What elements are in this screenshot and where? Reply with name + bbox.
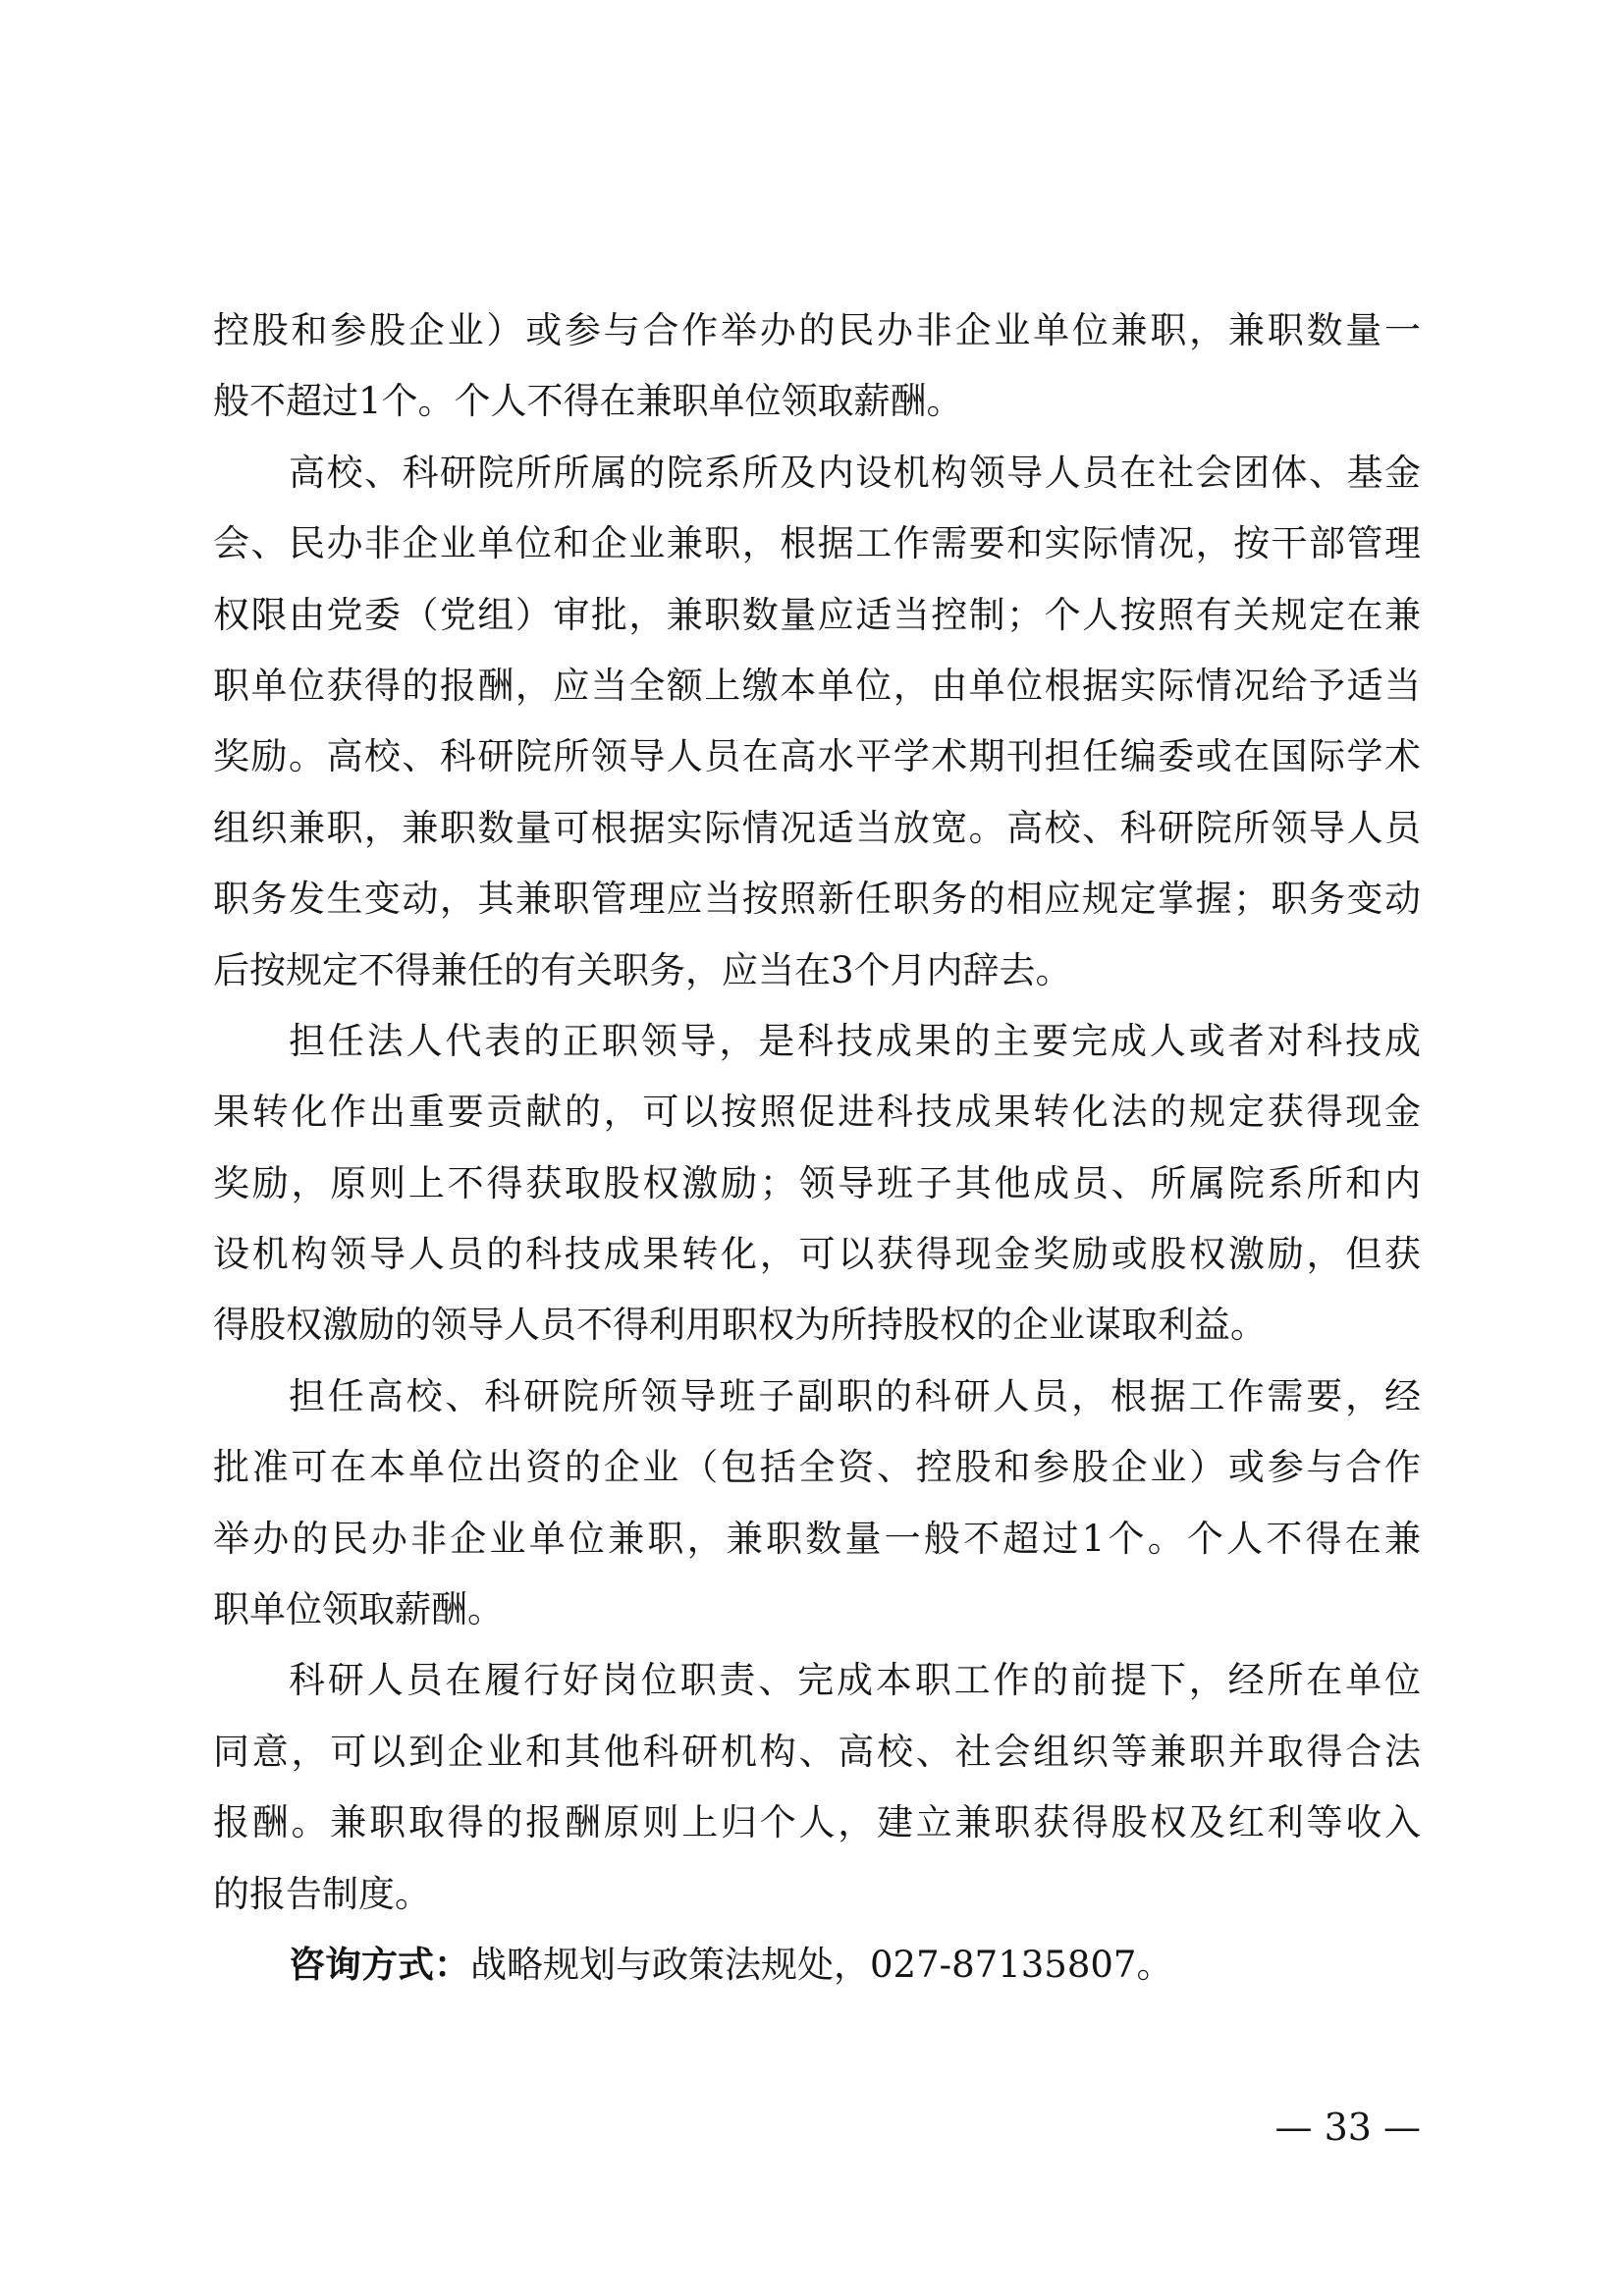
paragraph-line: 奖励。高校、科研院所领导人员在高水平学术期刊担任编委或在国际学术 <box>213 735 1421 778</box>
page-number: — 33 — <box>1274 2106 1421 2149</box>
paragraph-line: 批准可在本单位出资的企业（包括全资、控股和参股企业）或参与合作 <box>213 1446 1421 1489</box>
paragraph-leader-part-time <box>213 438 1421 1006</box>
paragraph-researchers <box>213 1645 1421 1930</box>
paragraph-line: 会、民办非企业单位和企业兼职，根据工作需要和实际情况，按干部管理 <box>213 522 1421 565</box>
paragraph-line: 职务发生变动，其兼职管理应当按照新任职务的相应规定掌握；职务变动 <box>213 878 1421 921</box>
paragraph-line: 奖励，原则上不得获取股权激励；领导班子其他成员、所属院系所和内 <box>213 1161 1421 1204</box>
paragraph-line: 举办的民办非企业单位兼职，兼职数量一般不超过1个。个人不得在兼 <box>213 1517 1421 1560</box>
paragraph-line: 报酬。兼职取得的报酬原则上归个人，建立兼职获得股权及红利等收入 <box>213 1801 1421 1844</box>
paragraph-line: 后按规定不得兼任的有关职务，应当在3个月内辞去。 <box>213 948 1072 991</box>
paragraph-line: 果转化作出重要贡献的，可以按照促进科技成果转化法的规定获得现金 <box>213 1091 1421 1134</box>
paragraph-line: 科研人员在履行好岗位职责、完成本职工作的前提下，经所在单位 <box>289 1659 1421 1702</box>
paragraph-line: 同意，可以到企业和其他科研机构、高校、社会组织等兼职并取得合法 <box>213 1730 1421 1773</box>
contact-label: 咨询方式： <box>289 1943 470 1986</box>
paragraph-line: 权限由党委（党组）审批，兼职数量应适当控制；个人按照有关规定在兼 <box>213 593 1421 636</box>
paragraph-continued <box>213 295 1421 438</box>
paragraph-deputy-leaders <box>213 1362 1421 1646</box>
paragraph-line: 般不超过1个。个人不得在兼职单位领取薪酬。 <box>213 380 963 423</box>
paragraph-line: 得股权激励的领导人员不得利用职权为所持股权的企业谋取利益。 <box>213 1304 1267 1347</box>
paragraph-line: 的报告制度。 <box>213 1872 431 1915</box>
paragraph-line: 组织兼职，兼职数量可根据实际情况适当放宽。高校、科研院所领导人员 <box>213 806 1421 849</box>
contact-value: 战略规划与政策法规处，027-87135807。 <box>470 1943 1173 1986</box>
paragraph-line: 设机构领导人员的科技成果转化，可以获得现金奖励或股权激励，但获 <box>213 1233 1421 1276</box>
document-body <box>213 295 1421 2001</box>
paragraph-line: 控股和参股企业）或参与合作举办的民办非企业单位兼职，兼职数量一 <box>213 309 1421 351</box>
paragraph-line: 高校、科研院所所属的院系所及内设机构领导人员在社会团体、基金 <box>289 451 1421 494</box>
contact-line <box>213 1930 1421 2001</box>
paragraph-contact <box>213 1930 1421 2001</box>
paragraph-line: 职单位领取薪酬。 <box>213 1588 504 1631</box>
paragraph-line: 职单位获得的报酬，应当全额上缴本单位，由单位根据实际情况给予适当 <box>213 664 1421 707</box>
paragraph-line: 担任法人代表的正职领导，是科技成果的主要完成人或者对科技成 <box>289 1019 1421 1062</box>
paragraph-legal-representative <box>213 1006 1421 1362</box>
paragraph-line: 担任高校、科研院所领导班子副职的科研人员，根据工作需要，经 <box>289 1374 1421 1417</box>
